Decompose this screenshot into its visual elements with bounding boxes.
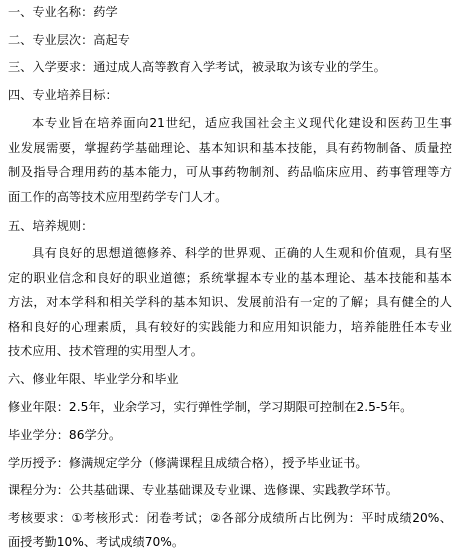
assessment-line: 面授考勤10%、考试成绩70%。: [8, 535, 185, 549]
goal-paragraph-line: 面工作的高等技术应用型药学专门人才。: [8, 190, 228, 204]
heading-major-name: 一、专业名称：药学: [8, 5, 118, 19]
heading-study-years-credits: 六、修业年限、毕业学分和毕业: [8, 372, 179, 386]
rules-paragraph-line: 方法，对本学科和相关学科的基本知识、发展前沿有一定的了解；具有健全的人: [8, 295, 452, 309]
heading-training-goal: 四、专业培养目标：: [8, 88, 118, 102]
heading-admission-requirement: 三、入学要求：通过成人高等教育入学考试，被录取为该专业的学生。: [8, 60, 386, 74]
course-categories-text: 课程分为：公共基础课、专业基础课及专业课、选修课、实践教学环节。: [8, 483, 398, 497]
heading-training-rules: 五、培养规则：: [8, 219, 94, 233]
heading-major-level: 二、专业层次：高起专: [8, 33, 130, 47]
rules-paragraph-line: 定的职业信念和良好的职业道德；系统掌握本专业的基本理论、基本技能和基本: [8, 271, 452, 285]
study-years-text: 修业年限：2.5年，业余学习，实行弹性学制，学习期限可控制在2.5-5年。: [8, 400, 413, 414]
degree-requirement-text: 学历授予：修满规定学分（修满课程且成绩合格），授予毕业证书。: [8, 456, 368, 470]
assessment-line: 考核要求：①考核形式：闭卷考试；②各部分成绩所占比例为：平时成绩20%、: [8, 511, 452, 525]
rules-paragraph-line: 格和良好的心理素质，具有较好的实践能力和应用知识能力，培养能胜任本专业: [8, 320, 452, 334]
goal-paragraph-line: 本专业旨在培养面向21世纪，适应我国社会主义现代化建设和医药卫生事: [32, 116, 452, 130]
goal-paragraph-line: 业发展需要，掌握药学基础理论、基本知识和基本技能，具有药物制备、质量控: [8, 141, 452, 155]
graduation-credits-text: 毕业学分：86学分。: [8, 428, 122, 442]
goal-paragraph-line: 制及指导合理用药的基本能力，可从事药物制剂、药品临床应用、药事管理等方: [8, 165, 452, 179]
rules-paragraph-line: 具有良好的思想道德修养、科学的世界观、正确的人生观和价值观，具有坚: [32, 246, 452, 260]
rules-paragraph-line: 技术应用、技术管理的实用型人才。: [8, 344, 203, 358]
